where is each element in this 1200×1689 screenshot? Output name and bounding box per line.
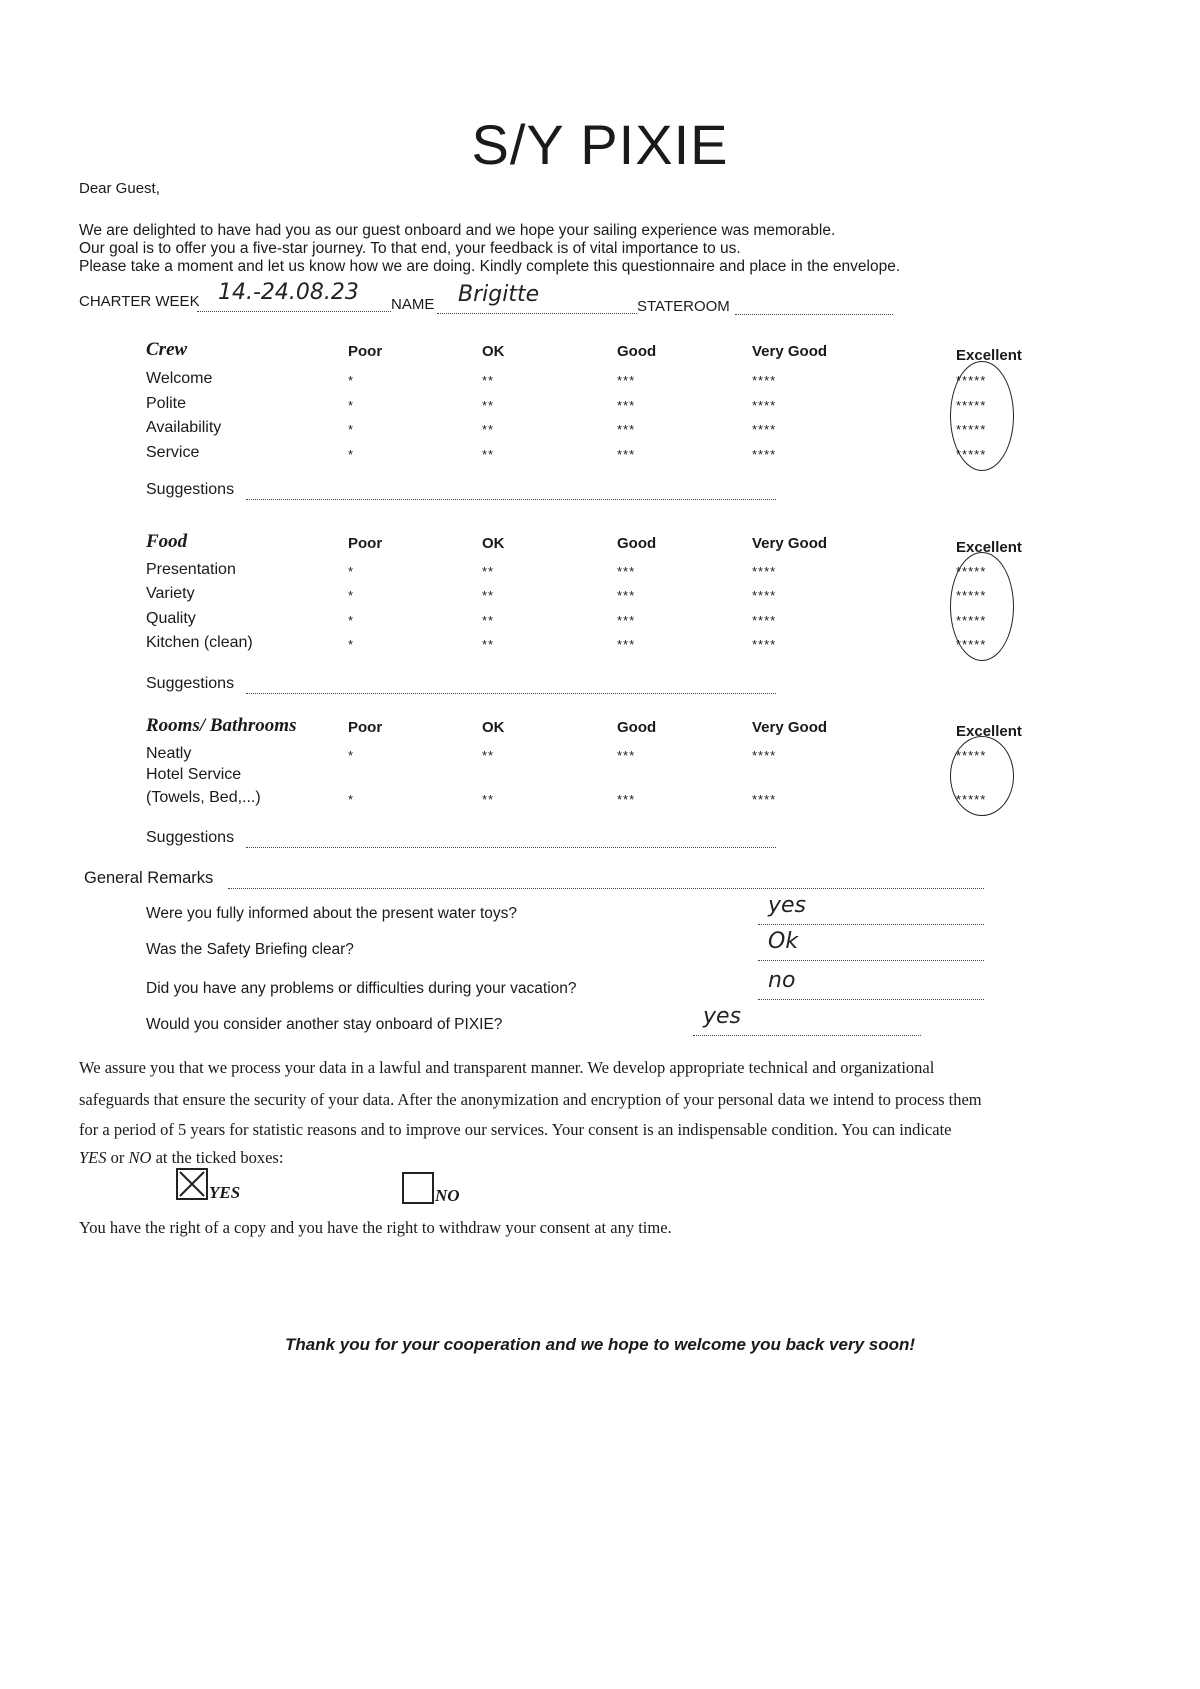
- answer-handwritten[interactable]: no: [768, 968, 796, 993]
- selection-circle-mark: [950, 552, 1014, 661]
- consent-line-3: for a period of 5 years for statistic reasons and to improve our services. Your consent is an indispensable condition. You can indicate: [79, 1120, 952, 1139]
- rating-option[interactable]: **: [482, 398, 495, 413]
- consent-line-4: [79, 1148, 1099, 1168]
- rating-option[interactable]: *: [348, 564, 355, 579]
- consent-or-word: or: [106, 1148, 129, 1167]
- rating-option[interactable]: **: [482, 748, 495, 763]
- section-title-food: Food: [146, 531, 188, 552]
- answer-line: [758, 999, 984, 1000]
- rating-option[interactable]: *: [348, 792, 355, 807]
- question-text: Did you have any problems or difficulties during your vacation?: [146, 980, 577, 997]
- name-line: [437, 313, 637, 314]
- rating-option[interactable]: **: [482, 447, 495, 462]
- answer-handwritten[interactable]: Ok: [768, 929, 799, 954]
- rating-option[interactable]: ****: [752, 447, 777, 462]
- rating-option[interactable]: ****: [752, 588, 777, 603]
- stateroom-line[interactable]: [735, 314, 893, 315]
- column-header-very-good: Very Good: [752, 535, 828, 552]
- rating-option[interactable]: *: [348, 447, 355, 462]
- general-remarks-line[interactable]: [228, 888, 984, 889]
- rating-option[interactable]: ****: [752, 398, 777, 413]
- column-header-good: Good: [617, 535, 657, 552]
- column-header-ok: OK: [482, 343, 505, 360]
- charter-week-label: CHARTER WEEK: [79, 293, 200, 310]
- suggestions-label: Suggestions: [146, 481, 235, 498]
- rating-option[interactable]: ***: [617, 588, 636, 603]
- consent-line-1: We assure you that we process your data in a lawful and transparent manner. We develop appropriate technical and organizational: [79, 1058, 935, 1077]
- column-header-ok: OK: [482, 535, 505, 552]
- row-label: Welcome: [146, 370, 213, 387]
- form-title: S/Y PIXIE: [471, 113, 729, 176]
- name-label: NAME: [391, 296, 435, 313]
- rating-option[interactable]: ***: [617, 373, 636, 388]
- consent-no-label: NO: [435, 1186, 460, 1205]
- rating-option[interactable]: **: [482, 422, 495, 437]
- rating-option[interactable]: *****: [956, 564, 987, 579]
- answer-handwritten[interactable]: yes: [768, 893, 807, 918]
- charter-week-value[interactable]: 14.-24.08.23: [218, 280, 359, 305]
- rating-option[interactable]: ***: [617, 447, 636, 462]
- selection-circle-mark: [950, 361, 1014, 471]
- suggestions-line[interactable]: [246, 693, 776, 694]
- section-title-rooms-bathrooms: Rooms/ Bathrooms: [146, 715, 297, 736]
- rating-option[interactable]: *****: [956, 447, 987, 462]
- rating-option[interactable]: ***: [617, 564, 636, 579]
- charter-week-line: [197, 311, 391, 312]
- consent-no-word: NO: [128, 1148, 152, 1167]
- rating-option[interactable]: **: [482, 373, 495, 388]
- rating-option[interactable]: ****: [752, 613, 777, 628]
- consent-no-checkbox[interactable]: [402, 1172, 434, 1204]
- rating-option[interactable]: *****: [956, 748, 987, 763]
- answer-line: [758, 924, 984, 925]
- answer-line: [693, 1035, 921, 1036]
- rating-option[interactable]: ***: [617, 398, 636, 413]
- intro-line-3: Please take a moment and let us know how we are doing. Kindly complete this questionnaire and place in the envelope.: [79, 258, 901, 275]
- rating-option[interactable]: ***: [617, 748, 636, 763]
- suggestions-label: Suggestions: [146, 675, 235, 692]
- greeting: Dear Guest,: [79, 180, 160, 197]
- row-label: Service: [146, 444, 200, 461]
- column-header-good: Good: [617, 719, 657, 736]
- row-label: Neatly: [146, 745, 192, 762]
- column-header-poor: Poor: [348, 535, 383, 552]
- rating-option[interactable]: ****: [752, 637, 777, 652]
- checkbox-cross-icon: [178, 1170, 206, 1198]
- rating-option[interactable]: *****: [956, 637, 987, 652]
- column-header-ok: OK: [482, 719, 505, 736]
- rating-option[interactable]: ****: [752, 373, 777, 388]
- question-text: Was the Safety Briefing clear?: [146, 941, 354, 958]
- suggestions-line[interactable]: [246, 847, 776, 848]
- stateroom-label: STATEROOM: [637, 298, 730, 315]
- answer-handwritten[interactable]: yes: [703, 1004, 742, 1029]
- consent-rights: You have the right of a copy and you have the right to withdraw your consent at any time.: [79, 1218, 672, 1237]
- rating-option[interactable]: *: [348, 637, 355, 652]
- rating-option[interactable]: ***: [617, 637, 636, 652]
- intro-line-1: We are delighted to have had you as our guest onboard and we hope your sailing experience was memorable.: [79, 222, 836, 239]
- rating-option[interactable]: *****: [956, 398, 987, 413]
- consent-yes-checkbox[interactable]: [176, 1168, 208, 1200]
- rating-option[interactable]: **: [482, 564, 495, 579]
- row-label: Polite: [146, 395, 187, 412]
- column-header-excellent: Excellent: [956, 723, 1022, 740]
- rating-option[interactable]: *: [348, 588, 355, 603]
- column-header-poor: Poor: [348, 343, 383, 360]
- question-text: Would you consider another stay onboard of PIXIE?: [146, 1016, 503, 1033]
- row-label: Availability: [146, 419, 222, 436]
- rating-option[interactable]: *: [348, 422, 355, 437]
- rating-option[interactable]: ***: [617, 422, 636, 437]
- column-header-very-good: Very Good: [752, 719, 828, 736]
- row-label: Presentation: [146, 561, 236, 578]
- column-header-excellent: Excellent: [956, 539, 1022, 556]
- rating-option[interactable]: ***: [617, 613, 636, 628]
- section-title-crew: Crew: [146, 339, 188, 360]
- rating-option[interactable]: ****: [752, 792, 777, 807]
- question-text: Were you fully informed about the present water toys?: [146, 905, 518, 922]
- suggestions-label: Suggestions: [146, 829, 235, 846]
- rating-option[interactable]: **: [482, 792, 495, 807]
- row-label: Variety: [146, 585, 195, 602]
- column-header-poor: Poor: [348, 719, 383, 736]
- answer-line: [758, 960, 984, 961]
- column-header-very-good: Very Good: [752, 343, 828, 360]
- rating-option[interactable]: *****: [956, 373, 987, 388]
- rating-option[interactable]: **: [482, 637, 495, 652]
- selection-circle-mark: [950, 736, 1014, 816]
- row-label: Hotel Service: [146, 766, 242, 783]
- row-label: (Towels, Bed,...): [146, 789, 261, 806]
- rating-option[interactable]: **: [482, 588, 495, 603]
- intro-line-2: Our goal is to offer you a five-star journey. To that end, your feedback is of vital importance to us.: [79, 240, 741, 257]
- rating-option[interactable]: ****: [752, 748, 777, 763]
- row-label: Quality: [146, 610, 196, 627]
- rating-option[interactable]: ****: [752, 422, 777, 437]
- suggestions-line[interactable]: [246, 499, 776, 500]
- consent-yes-label: YES: [209, 1183, 241, 1202]
- rating-option[interactable]: *: [348, 613, 355, 628]
- column-header-excellent: Excellent: [956, 347, 1022, 364]
- consent-yes-word: YES: [79, 1148, 107, 1167]
- column-header-good: Good: [617, 343, 657, 360]
- rating-option[interactable]: *****: [956, 613, 987, 628]
- consent-line-4-rest: at the ticked boxes:: [151, 1148, 284, 1167]
- rating-option[interactable]: *: [348, 398, 355, 413]
- rating-option[interactable]: ***: [617, 792, 636, 807]
- rating-option[interactable]: **: [482, 613, 495, 628]
- rating-option[interactable]: *: [348, 748, 355, 763]
- general-remarks-label: General Remarks: [84, 869, 214, 887]
- rating-option[interactable]: *: [348, 373, 355, 388]
- rating-option[interactable]: ****: [752, 564, 777, 579]
- rating-option[interactable]: *****: [956, 792, 987, 807]
- name-value[interactable]: Brigitte: [458, 282, 540, 307]
- row-label: Kitchen (clean): [146, 634, 253, 651]
- consent-line-2: safeguards that ensure the security of your data. After the anonymization and encryption of your personal data we intend to process them: [79, 1090, 982, 1109]
- rating-option[interactable]: *****: [956, 588, 987, 603]
- rating-option[interactable]: *****: [956, 422, 987, 437]
- thank-you-note: Thank you for your cooperation and we hope to welcome you back very soon!: [284, 1335, 916, 1354]
